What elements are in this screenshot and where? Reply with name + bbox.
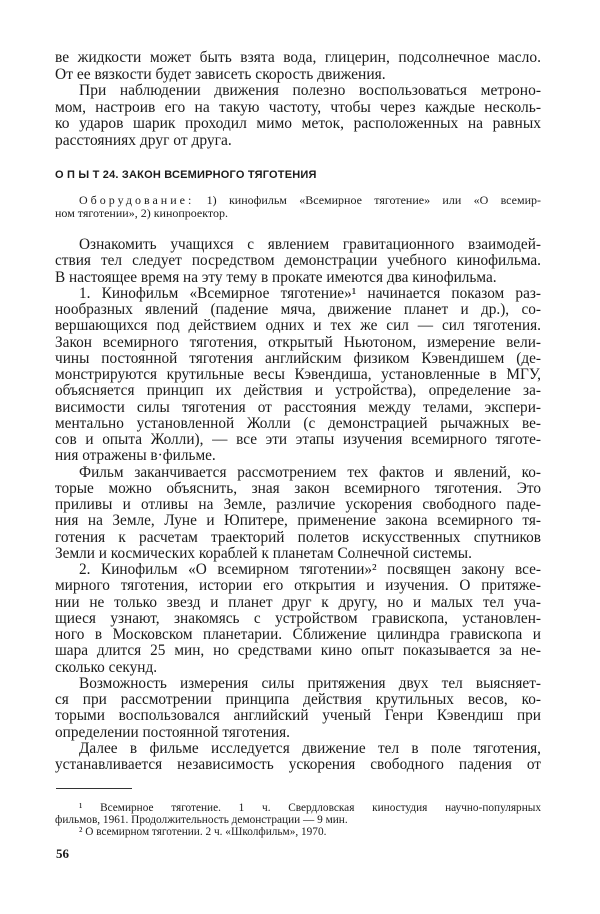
paragraph-line: определении постоянной тяготения. [55, 724, 290, 741]
footnotes [55, 803, 541, 838]
paragraph-line: ния на Земле, Луне и Юпитере, применение закона всемирного тя- [55, 513, 541, 530]
paragraph-line: приливы и отливы на Земле, различие ускорения свободного паде- [55, 497, 541, 513]
paragraph-line: Закон всемирного тяготения, открытый Ньютоном, измерение вели- [55, 334, 541, 351]
body-text [55, 237, 541, 773]
paragraph-line: сов и опыта Жолли), — все эти этапы изучения всемирного тяготе- [55, 432, 541, 448]
paragraph-line: щиеся узнают, знакомясь с устройством гравископа, установлен- [55, 610, 541, 627]
page-number: 56 [56, 846, 69, 861]
paragraph-line: ментально установленной Жолли (с демонстрацией рычажных ве- [55, 415, 541, 432]
paragraph-line: ния отражены в·фильме. [55, 448, 216, 465]
paragraph-line: В настоящее время на эту тему в прокате имеются два кинофильма. [55, 269, 497, 286]
equipment-text: 1) кинофильм «Всемирное тяготение» или «О всемир- [194, 194, 541, 207]
paragraph-line: 1. Кинофильм «Всемирное тяготение»¹ начинается показом раз- [79, 285, 541, 302]
paragraph-line: ся при рассмотрении принципа действия крутильных весов, ко- [55, 692, 541, 708]
paragraph-line: шара длится 25 мин, но средствами кино опыт показывается за не- [55, 643, 541, 660]
paragraph-line: вершающихся под действием одних и тех же сил — сил тяготения. [55, 318, 541, 335]
equipment-line: ном тяготении», 2) кинопроектор. [55, 207, 229, 220]
footnote-line: фильмов, 1961. Продолжительность демонстрации — 9 мин. [55, 814, 348, 826]
paragraph-line: нообразных явлений (падение мяча, движение планет и др.), со- [55, 302, 541, 318]
footnote-line: ¹ Всемирное тяготение. 1 ч. Свердловская киностудия научно-популярных [79, 803, 541, 814]
equipment-label: Оборудование: [79, 194, 195, 207]
paragraph-line: устанавливается независимость ускорения свободного падения от [55, 757, 541, 773]
paragraph-line: сколько секунд. [55, 659, 158, 676]
paragraph-line: нии не только звезд и планет друг к другу, но и малых тел уча- [55, 594, 541, 611]
section-heading: О П Ы Т 24. ЗАКОН ВСЕМИРНОГО ТЯГОТЕНИЯ [55, 169, 317, 181]
paragraph-line: Земли и космических кораблей к планетам Солнечной системы. [55, 545, 472, 562]
equipment-line [55, 194, 541, 207]
paragraph-line: При наблюдении движения полезно воспользоваться метроно- [79, 83, 541, 100]
paragraph-line: От ее вязкости будет зависеть скорость движения. [55, 66, 386, 83]
paragraph-line: мирного тяготения, истории его открытия и изучения. О притяже- [55, 578, 541, 595]
paragraph-line: торыми воспользовался английский ученый Генри Кэвендиш при [55, 708, 541, 725]
paragraph-line: чины постоянной тяготения английским физиком Кэвендишем (де- [55, 350, 541, 367]
paragraph-line: Ознакомить учащихся с явлением гравитационного взаимодей- [79, 237, 541, 253]
equipment-paragraph [55, 194, 541, 220]
paragraph-line: ного в Московском планетарии. Сближение цилиндра гравископа и [55, 627, 541, 643]
paragraph-line: 2. Кинофильм «О всемирном тяготении»² посвящен закону все- [79, 562, 541, 578]
paragraph-line: Возможность измерения силы притяжения двух тел выясняет- [79, 675, 541, 692]
top-text [55, 50, 541, 150]
paragraph-line: Далее в фильме исследуется движение тел в поле тяготения, [79, 740, 541, 757]
paragraph-line: монстрируются крутильные весы Кэвендиша, установленные в МГУ, [55, 367, 541, 383]
paragraph-line: торые можно объяснить, зная закон всемирного тяготения. Это [55, 480, 541, 497]
paragraph-line: объясняется принцип их действия и устройства), определение за- [55, 383, 541, 400]
paragraph-line: готения к расчетам траекторий полетов искусственных спутников [55, 529, 541, 546]
paragraph-line: ве жидкости может быть взята вода, глицерин, подсолнечное масло. [55, 50, 541, 66]
paragraph-line: Фильм заканчивается рассмотрением тех фактов и явлений, ко- [79, 464, 541, 481]
paragraph-line: мом, настроив его на такую частоту, чтобы через каждые несколь- [55, 99, 541, 116]
paragraph-line: висимости силы тяготения от расстояния между телами, экспери- [55, 399, 541, 416]
footnote-line: ² О всемирном тяготении. 2 ч. «Школфильм», 1970. [79, 826, 327, 838]
paragraph-line: расстояниях друг от друга. [55, 132, 232, 149]
paragraph-line: ствия тел следует посредством демонстрации учебного кинофильма. [55, 253, 541, 270]
footnote-divider [56, 788, 132, 789]
paragraph-line: ко ударов шарик проходил мимо меток, расположенных на равных [55, 116, 541, 133]
